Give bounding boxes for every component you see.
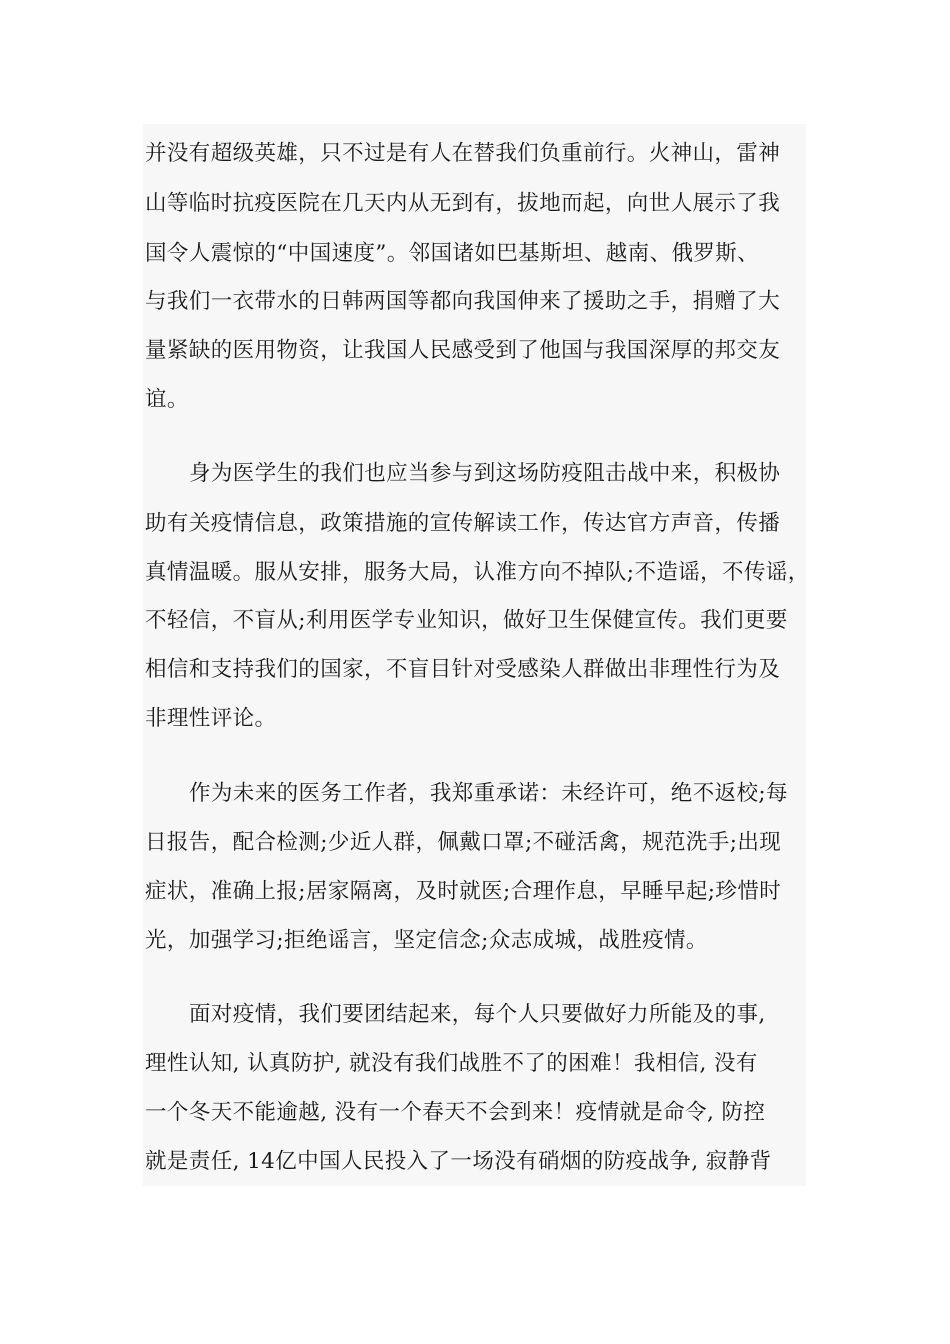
paragraph-1-line-3: 国令人震惊的“中国速度”。邻国诸如巴基斯坦、越南、俄罗斯、 <box>145 241 760 266</box>
paragraph-1-line-5: 量紧缺的医用物资，让我国人民感受到了他国与我国深厚的邦交友 <box>145 338 781 363</box>
paragraph-2-line-3: 真情温暖。服从安排，服务大局，认准方向不掉队;不造谣，不传谣， <box>145 560 810 585</box>
paragraph-2-line-4: 不轻信，不盲从;利用医学专业知识，做好卫生保健宣传。我们更要 <box>145 608 788 633</box>
paragraph-2-line-1: 身为医学生的我们也应当参与到这场防疫阻击战中来，积极协 <box>189 461 781 486</box>
paragraph-1-line-1: 并没有超级英雄，只不过是有人在替我们负重前行。火神山，雷神 <box>145 141 781 166</box>
paragraph-3-line-1: 作为未来的医务工作者，我郑重承诺：未经许可，绝不返校;每 <box>189 781 788 806</box>
paragraph-4-line-3: 一个冬天不能逾越, 没有一个春天不会到来！疫情就是命令, 防控 <box>145 1100 766 1125</box>
document-body <box>143 124 810 1186</box>
paragraph-2-line-6: 非理性评论。 <box>145 706 277 731</box>
paragraph-4-line-1: 面对疫情，我们要团结起来，每个人只要做好力所能及的事, <box>189 1002 766 1027</box>
paragraph-4-line-4: 就是责任, 14亿中国人民投入了一场没有硝烟的防疫战争, 寂静背 <box>145 1149 772 1174</box>
paragraph-1-line-6: 谊。 <box>145 387 189 412</box>
paragraph-1-line-2: 山等临时抗疫医院在几天内从无到有，拔地而起，向世人展示了我 <box>145 191 781 216</box>
paragraph-2-line-2: 助有关疫情信息，政策措施的宣传解读工作，传达官方声音，传播 <box>145 511 781 536</box>
paragraph-1-line-4: 与我们一衣带水的日韩两国等都向我国伸来了援助之手，捐赠了大 <box>145 289 781 314</box>
paragraph-3-line-4: 光，加强学习;拒绝谣言，坚定信念;众志成城，战胜疫情。 <box>145 928 708 953</box>
paragraph-2-line-5: 相信和支持我们的国家，不盲目针对受感染人群做出非理性行为及 <box>145 657 781 682</box>
paragraph-3-line-2: 日报告，配合检测;少近人群，佩戴口罩;不碰活禽，规范洗手;出现 <box>145 830 782 855</box>
paragraph-3-line-3: 症状，准确上报;居家隔离，及时就医;合理作息，早睡早起;珍惜时 <box>145 879 782 904</box>
paragraph-4-line-2: 理性认知, 认真防护, 就没有我们战胜不了的困难！我相信, 没有 <box>145 1051 758 1076</box>
